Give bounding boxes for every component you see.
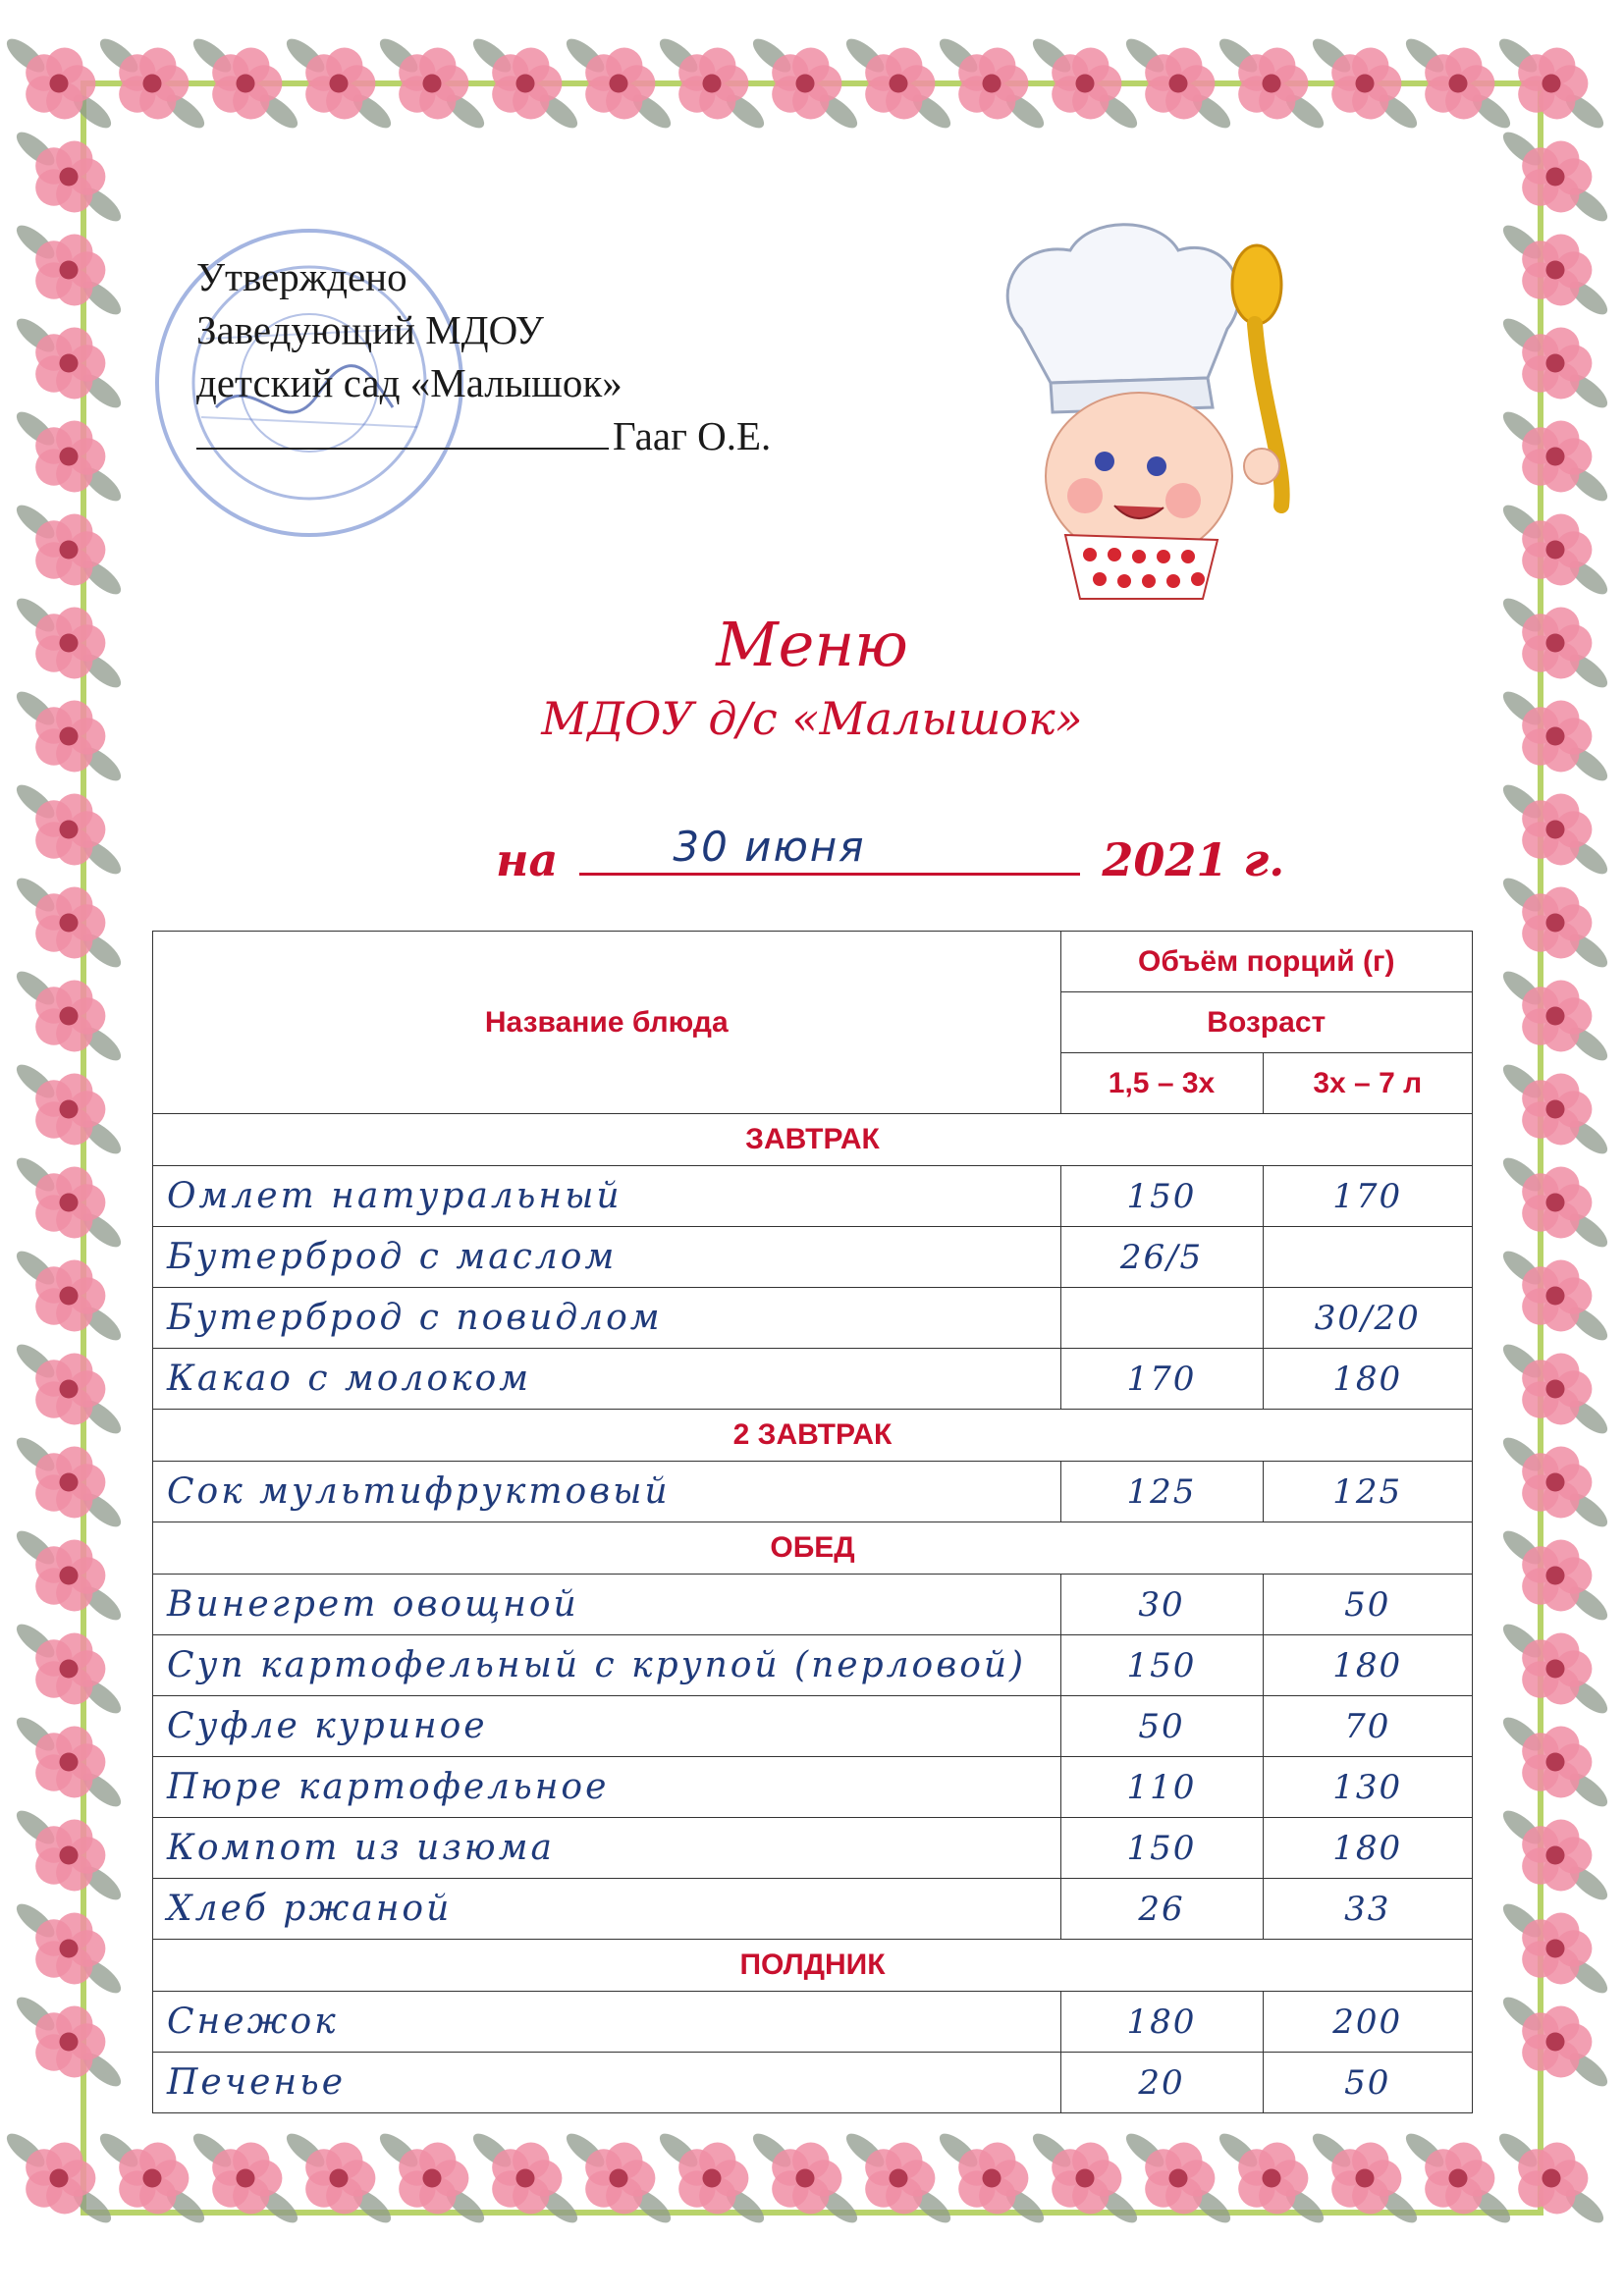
flower [562, 33, 676, 133]
portion-age-a: 125 [1060, 1462, 1263, 1522]
menu-date-row [496, 823, 1285, 886]
portion-age-b: 170 [1263, 1166, 1473, 1227]
flower [1308, 2128, 1422, 2228]
approval-block [196, 250, 771, 462]
portion-age-b: 180 [1263, 1349, 1473, 1410]
menu-table [152, 931, 1473, 2113]
flower [1401, 33, 1515, 133]
date-prefix: на [496, 833, 559, 886]
portion-age-a: 26/5 [1060, 1227, 1263, 1288]
flower [12, 873, 126, 973]
flower [1215, 33, 1328, 133]
dish-name: Хлеб ржаной [153, 1879, 1061, 1940]
portion-age-a: 110 [1060, 1757, 1263, 1818]
date-blank [579, 823, 1080, 876]
approval-position: Заведующий МДОУ [196, 307, 544, 352]
portion-age-b [1263, 1227, 1473, 1288]
flower [748, 33, 862, 133]
table-header-row [153, 932, 1473, 992]
flower [1498, 127, 1612, 227]
flower [12, 1525, 126, 1626]
table-row [153, 1349, 1473, 1410]
header-portion: Объём порций (г) [1060, 932, 1472, 992]
portion-age-b: 33 [1263, 1879, 1473, 1940]
flower [468, 33, 582, 133]
flower [12, 1339, 126, 1439]
menu-title: Меню [716, 609, 908, 680]
menu-subtitle: МДОУ д/с «Малышок» [541, 692, 1083, 745]
flower [12, 127, 126, 227]
dish-name: Снежок [153, 1992, 1061, 2053]
portion-age-b: 50 [1263, 1575, 1473, 1635]
flower [12, 1712, 126, 1812]
portion-age-a [1060, 1288, 1263, 1349]
flower [935, 2128, 1049, 2228]
dish-name: Суп картофельный с крупой (перловой) [153, 1635, 1061, 1696]
approval-signature-line [196, 409, 771, 462]
flower [12, 220, 126, 320]
flower [1498, 1619, 1612, 1719]
dish-name: Печенье [153, 2053, 1061, 2113]
flower [375, 2128, 489, 2228]
signature-underline [196, 412, 609, 450]
table-row [153, 1462, 1473, 1522]
table-row [153, 1635, 1473, 1696]
flower [1498, 966, 1612, 1066]
flower [841, 2128, 955, 2228]
flower [1498, 1992, 1612, 2092]
table-row [153, 1575, 1473, 1635]
flower [1028, 2128, 1142, 2228]
portion-age-a: 170 [1060, 1349, 1263, 1410]
table-row [153, 1757, 1473, 1818]
flower [12, 1805, 126, 1905]
flower [12, 779, 126, 880]
flower [2, 2128, 116, 2228]
flower [1498, 1898, 1612, 1999]
flower [95, 2128, 209, 2228]
portion-age-b: 180 [1263, 1635, 1473, 1696]
table-row [153, 1227, 1473, 1288]
chef-illustration [982, 211, 1306, 604]
portion-age-b: 70 [1263, 1696, 1473, 1757]
portion-age-b: 130 [1263, 1757, 1473, 1818]
dish-name: Суфле куриное [153, 1696, 1061, 1757]
dish-name: Пюре картофельное [153, 1757, 1061, 1818]
portion-age-a: 20 [1060, 2053, 1263, 2113]
flower [12, 313, 126, 413]
flower [935, 33, 1049, 133]
flower [12, 500, 126, 600]
header-age-a: 1,5 – 3х [1060, 1053, 1263, 1114]
portion-age-a: 50 [1060, 1696, 1263, 1757]
flower [1498, 1246, 1612, 1346]
flower [12, 1059, 126, 1159]
dish-name: Сок мультифруктовый [153, 1462, 1061, 1522]
approval-title: Утверждено [196, 254, 407, 299]
flower [1498, 1059, 1612, 1159]
portion-age-a: 180 [1060, 1992, 1263, 2053]
section-row [153, 1522, 1473, 1575]
flower [12, 1898, 126, 1999]
flower [2, 33, 116, 133]
portion-age-b: 180 [1263, 1818, 1473, 1879]
flower [1498, 1805, 1612, 1905]
section-title: ОБЕД [153, 1522, 1473, 1575]
flower [189, 33, 302, 133]
table-row [153, 1818, 1473, 1879]
flower [841, 33, 955, 133]
flower [562, 2128, 676, 2228]
flower [12, 406, 126, 507]
flower [282, 2128, 396, 2228]
flower [12, 1992, 126, 2092]
flower [95, 33, 209, 133]
flower [1498, 313, 1612, 413]
flower [12, 966, 126, 1066]
flower [1498, 500, 1612, 600]
portion-age-b: 200 [1263, 1992, 1473, 2053]
flower [1498, 873, 1612, 973]
portion-age-a: 150 [1060, 1818, 1263, 1879]
dish-name: Компот из изюма [153, 1818, 1061, 1879]
dish-name: Омлет натуральный [153, 1166, 1061, 1227]
flower [1498, 220, 1612, 320]
flower [1498, 1525, 1612, 1626]
flower [12, 1619, 126, 1719]
flower [1498, 406, 1612, 507]
flower [1498, 1152, 1612, 1253]
table-row [153, 1879, 1473, 1940]
flower [1494, 33, 1608, 133]
flower [12, 1432, 126, 1532]
flower [1308, 33, 1422, 133]
header-age-b: 3х – 7 л [1263, 1053, 1473, 1114]
flower [189, 2128, 302, 2228]
table-row [153, 1166, 1473, 1227]
portion-age-a: 150 [1060, 1166, 1263, 1227]
table-row [153, 2053, 1473, 2113]
flower [282, 33, 396, 133]
section-title: ПОЛДНИК [153, 1940, 1473, 1992]
flower [12, 1246, 126, 1346]
flower [1498, 1339, 1612, 1439]
table-row [153, 1288, 1473, 1349]
section-title: 2 ЗАВТРАК [153, 1410, 1473, 1462]
portion-age-a: 150 [1060, 1635, 1263, 1696]
section-row [153, 1410, 1473, 1462]
flower [655, 33, 769, 133]
header-age: Возраст [1060, 992, 1472, 1053]
section-row [153, 1114, 1473, 1166]
flower [12, 1152, 126, 1253]
dish-name: Какао с молоком [153, 1349, 1061, 1410]
date-suffix: 2021 г. [1102, 833, 1285, 886]
flower [1028, 33, 1142, 133]
flower [1498, 1712, 1612, 1812]
flower [655, 2128, 769, 2228]
dish-name: Бутерброд с повидлом [153, 1288, 1061, 1349]
flower [748, 2128, 862, 2228]
portion-age-a: 26 [1060, 1879, 1263, 1940]
table-row [153, 1992, 1473, 2053]
approval-organization: детский сад «Малышок» [196, 360, 623, 405]
header-dish-name: Название блюда [153, 932, 1061, 1114]
flower [1121, 2128, 1235, 2228]
section-row [153, 1940, 1473, 1992]
section-title: ЗАВТРАК [153, 1114, 1473, 1166]
portion-age-b: 50 [1263, 2053, 1473, 2113]
flower [375, 33, 489, 133]
flower [468, 2128, 582, 2228]
dish-name: Бутерброд с маслом [153, 1227, 1061, 1288]
approval-signer: Гааг О.Е. [613, 413, 772, 458]
flower [1401, 2128, 1515, 2228]
flower [1215, 2128, 1328, 2228]
portion-age-a: 30 [1060, 1575, 1263, 1635]
portion-age-b: 125 [1263, 1462, 1473, 1522]
table-row [153, 1696, 1473, 1757]
flower [1498, 1432, 1612, 1532]
flower [1494, 2128, 1608, 2228]
portion-age-b: 30/20 [1263, 1288, 1473, 1349]
date-value: 30 июня [673, 823, 866, 871]
flower [1498, 779, 1612, 880]
dish-name: Винегрет овощной [153, 1575, 1061, 1635]
flower [1121, 33, 1235, 133]
